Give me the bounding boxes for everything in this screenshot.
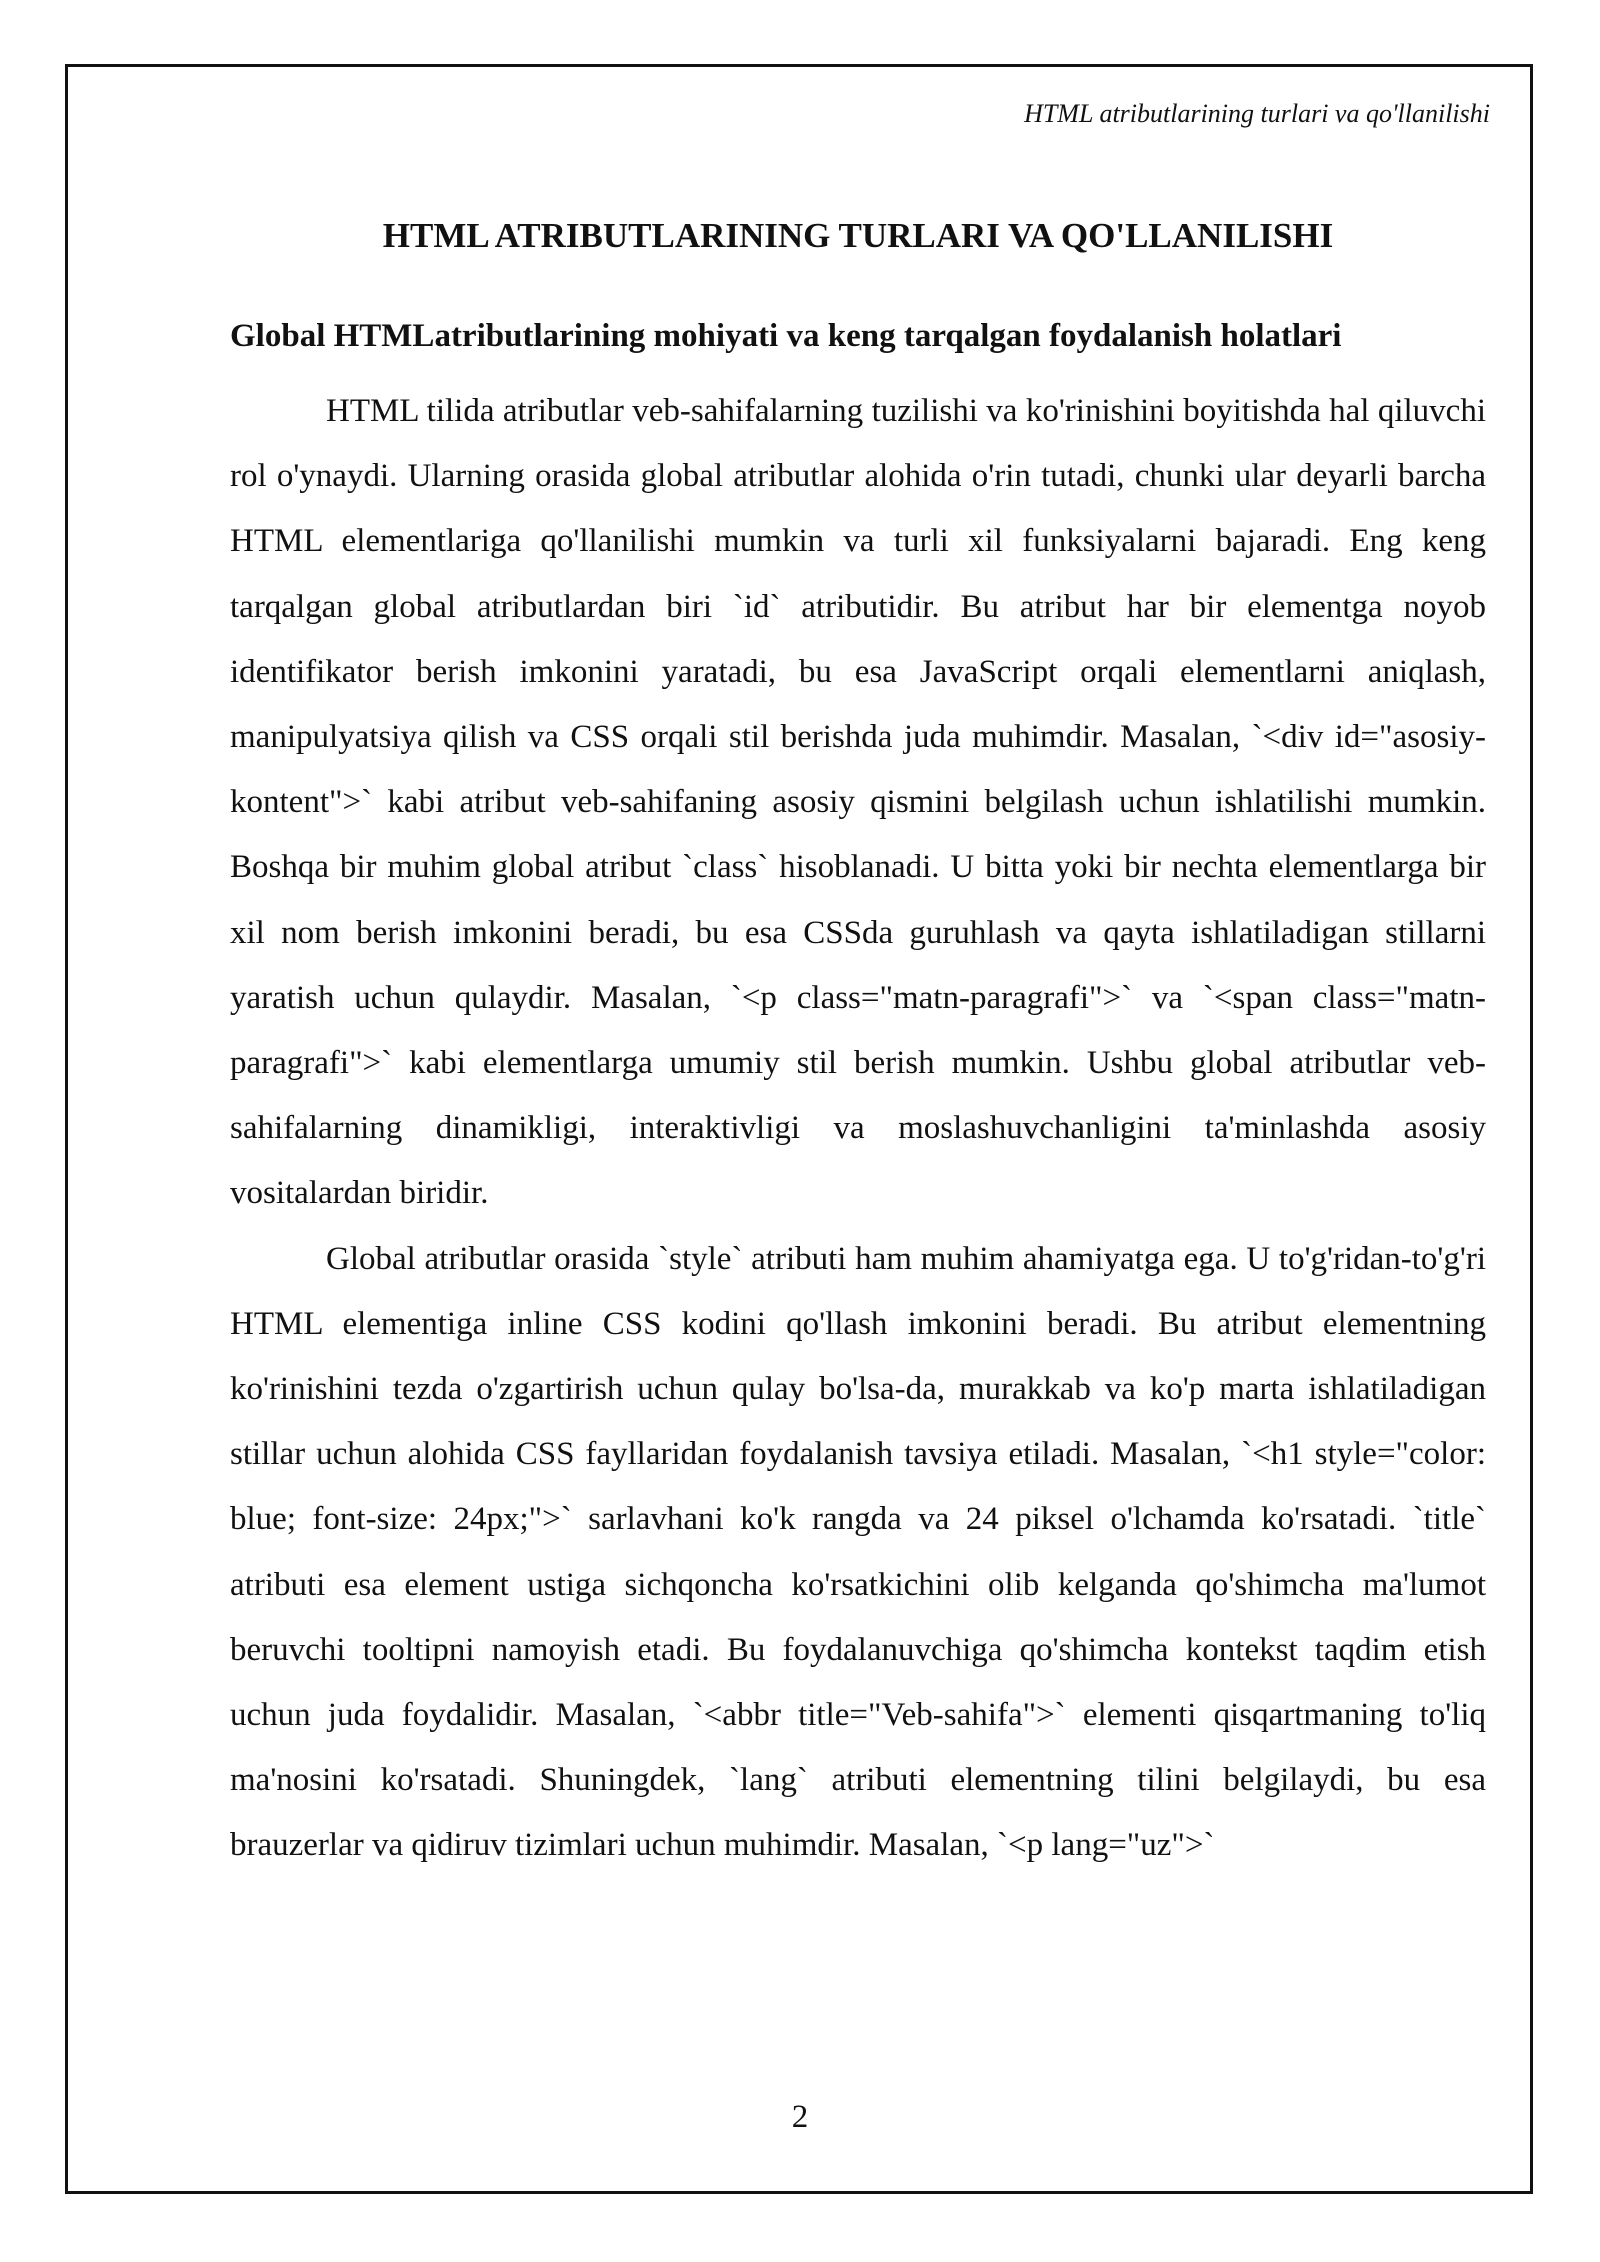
- document-title: HTML ATRIBUTLARINING TURLARI VA QO'LLANILISHI: [382, 216, 1334, 255]
- page-content: [230, 212, 1486, 1879]
- running-header: HTML atributlarining turlari va qo'llanilishi: [1024, 99, 1490, 128]
- page-number: 2: [791, 2099, 809, 2135]
- body-paragraph-2: Global atributlar orasida `style` atributi ham muhim ahamiyatga ega. U to'g'ridan-to'g'ri HTML elementiga inline CSS kodini qo'llash imkonini beradi. Bu atribut elementning ko'rinishini tezda o'zgartirish uchun qulay bo'lsa-da, murakkab va ko'p marta ishlatiladigan stillar uchun alohida CSS fayllaridan foydalanish tavsiya etiladi. Masalan, `<h1 style="color: blue; font-size: 24px;">` sarlavhani ko'k rangda va 24 piksel o'lchamda ko'rsatadi. `title` atributi esa element ustiga sichqoncha ko'rsatkichini olib kelganda qo'shimcha ma'lumot beruvchi tooltipni namoyish etadi. Bu foydalanuvchiga qo'shimcha kontekst taqdim etish uchun juda foydalidir. Masalan, `<abbr title="Veb-sahifa">` elementi qisqartmaning to'liq ma'nosini ko'rsatadi. Shuningdek, `lang` atributi elementning tilini belgilaydi, bu esa brauzerlar va qidiruv tizimlari uchun muhimdir. Masalan, `<p lang="uz">`: [230, 1240, 1486, 1864]
- body-paragraph-1: HTML tilida atributlar veb-sahifalarning tuzilishi va ko'rinishini boyitishda hal qiluvchi rol o'ynaydi. Ularning orasida global atributlar alohida o'rin tutadi, chunki ular deyarli barcha HTML elementlariga qo'llanilishi mumkin va turli xil funksiyalarni bajaradi. Eng keng tarqalgan global atributlardan biri `id` atributidir. Bu atribut har bir elementga noyob identifikator berish imkonini yaratadi, bu esa JavaScript orqali elementlarni aniqlash, manipulyatsiya qilish va CSS orqali stil berishda juda muhimdir. Masalan, `<div id="asosiy-kontent">` kabi atribut veb-sahifaning asosiy qismini belgilash uchun ishlatilishi mumkin. Boshqa bir muhim global atribut `class` hisoblanadi. U bitta yoki bir nechta elementlarga bir xil nom berish imkonini beradi, bu esa CSSda guruhlash va qayta ishlatiladigan stillarni yaratish uchun qulaydir. Masalan, `<p class="matn-paragrafi">` va `<span class="matn-paragrafi">` kabi elementlarga umumiy stil berish mumkin. Ushbu global atributlar veb-sahifalarning dinamikligi, interaktivligi va moslashuvchanligini ta'minlashda asosiy vositalardan biridir.: [230, 393, 1486, 1212]
- section-heading: Global HTMLatributlarining mohiyati va keng tarqalgan foydalanish holatlari: [230, 318, 1342, 354]
